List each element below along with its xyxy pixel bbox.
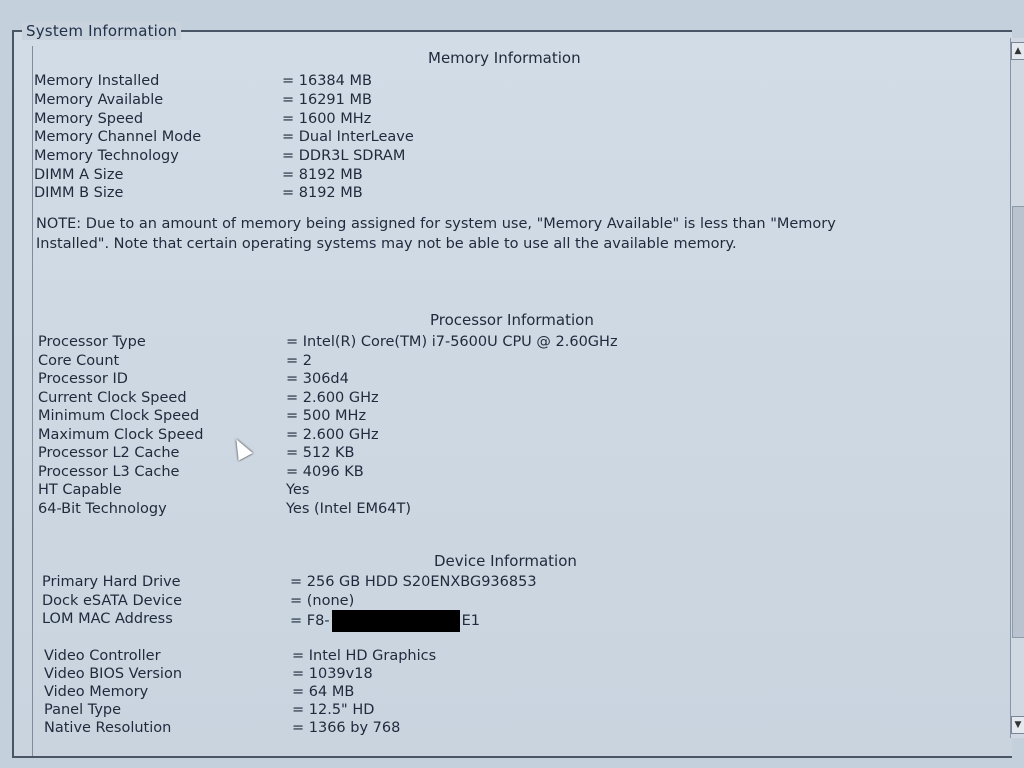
row-label: LOM MAC Address [42,611,173,627]
row-label: DIMM B Size [34,185,124,201]
row-value: = 1600 MHz [282,111,372,127]
processor-row-min-clock [38,407,978,425]
row-label: Core Count [38,353,120,369]
row-label: Memory Installed [34,73,160,89]
row-value: = 16291 MB [282,92,372,108]
row-label: Panel Type [44,702,122,718]
row-value: Yes [286,482,310,498]
row-label: Minimum Clock Speed [38,408,200,424]
processor-row-current-clock [38,389,978,407]
row-label: Memory Available [34,92,164,108]
processor-row-64bit [38,500,978,518]
video-row-panel-type [44,701,984,719]
redaction-block [332,610,460,632]
memory-row-dimm-b [34,184,974,202]
row-value: = 4096 KB [286,464,364,480]
row-label: Maximum Clock Speed [38,427,204,443]
video-row-memory [44,683,984,701]
row-value: = 1039v18 [292,666,373,682]
row-value: = Dual InterLeave [282,129,414,145]
row-value: = 64 MB [292,684,355,700]
row-label: Processor ID [38,371,128,387]
row-label: Current Clock Speed [38,390,187,406]
device-row-dock-esata [42,592,982,610]
device-section-title: Device Information [434,552,577,570]
row-label: Processor Type [38,334,146,350]
device-row-lom-mac [42,610,982,628]
scroll-down-icon[interactable]: ▼ [1011,716,1024,734]
row-label: Video BIOS Version [44,666,183,682]
video-row-controller [44,647,984,665]
processor-row-l3-cache [38,463,978,481]
row-label: Native Resolution [44,720,172,736]
row-label: 64-Bit Technology [38,501,167,517]
row-value: = Intel HD Graphics [292,648,437,664]
processor-row-type [38,333,978,351]
device-row-hard-drive [42,573,982,591]
memory-section-title: Memory Information [428,49,581,67]
row-value: = 2 [286,353,312,369]
row-value: = Intel(R) Core(TM) i7-5600U CPU @ 2.60GHz [286,334,618,350]
mac-suffix: E1 [461,613,480,629]
processor-section-title: Processor Information [430,311,594,329]
row-label: Memory Channel Mode [34,129,202,145]
processor-row-core-count [38,352,978,370]
row-label: Video Controller [44,648,161,664]
memory-row-channel-mode [34,128,974,146]
row-value: = 12.5" HD [292,702,375,718]
row-label: Processor L3 Cache [38,464,180,480]
row-value: = 2.600 GHz [286,390,379,406]
row-value: = 256 GB HDD S20ENXBG936853 [290,574,537,590]
row-label: Processor L2 Cache [38,445,180,461]
memory-row-speed [34,110,974,128]
processor-row-max-clock [38,426,978,444]
row-value: = 500 MHz [286,408,367,424]
row-label: HT Capable [38,482,122,498]
memory-row-available [34,91,974,109]
memory-row-dimm-a [34,166,974,184]
row-label: Dock eSATA Device [42,593,183,609]
row-value: = (none) [290,593,355,609]
row-value: = 8192 MB [282,185,363,201]
mac-prefix: = F8- [290,613,330,629]
row-label: Primary Hard Drive [42,574,181,590]
scroll-thumb[interactable] [1012,206,1024,638]
vertical-scrollbar[interactable] [1010,38,1024,738]
row-value: = 16384 MB [282,73,372,89]
memory-row-installed [34,72,974,90]
row-value [290,610,480,632]
memory-row-technology [34,147,974,165]
row-label: Memory Technology [34,148,179,164]
row-value: = DDR3L SDRAM [282,148,406,164]
row-label: DIMM A Size [34,167,124,183]
row-label: Memory Speed [34,111,144,127]
row-value: = 1366 by 768 [292,720,401,736]
row-value: Yes (Intel EM64T) [286,501,412,517]
processor-row-ht-capable [38,481,978,499]
group-title: System Information [22,22,181,40]
processor-row-id [38,370,978,388]
video-row-bios-version [44,665,984,683]
row-label: Video Memory [44,684,149,700]
scroll-up-icon[interactable]: ▲ [1011,42,1024,60]
video-row-native-resolution [44,719,984,737]
row-value: = 2.600 GHz [286,427,379,443]
row-value: = 512 KB [286,445,355,461]
row-value: = 8192 MB [282,167,363,183]
memory-note: NOTE: Due to an amount of memory being assigned for system use, "Memory Available" is less than "Memory Installed". Note that certain operating systems may not be able to use all the available memory. [36,216,836,252]
processor-row-l2-cache [38,444,978,462]
row-value: = 306d4 [286,371,349,387]
